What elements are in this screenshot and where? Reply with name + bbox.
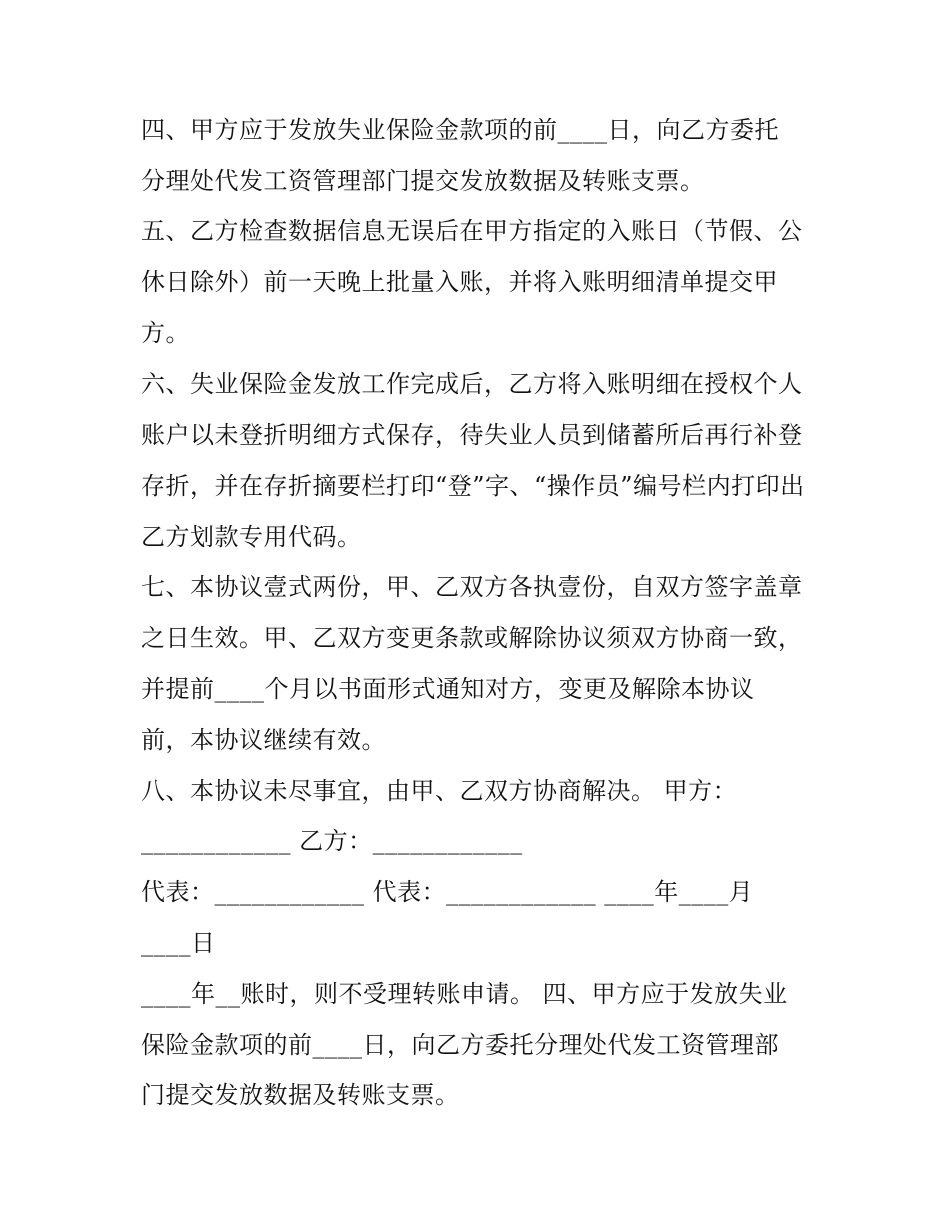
text-line: 门提交发放数据及转账支票。	[141, 1081, 460, 1109]
text-line: 七、本协议壹式两份，甲、乙双方各执壹份，自双方签字盖章	[141, 573, 803, 601]
text-line: 前，本协议继续有效。	[141, 726, 386, 754]
signature-line: ____________ 乙方：____________	[141, 827, 523, 855]
date-line: ____日	[141, 929, 216, 957]
representative-date-line: 代表：____________ 代表：____________ ____年____月	[141, 878, 754, 906]
text-line: 方。	[141, 319, 190, 347]
text-line: 八、本协议未尽事宜，由甲、乙双方协商解决。 甲方：	[141, 777, 738, 805]
text-line: 并提前____个月以书面形式通知对方，变更及解除本协议	[141, 675, 755, 703]
text-line: 休日除外）前一天晚上批量入账，并将入账明细清单提交甲	[141, 268, 778, 296]
text-line: 五、乙方检查数据信息无误后在甲方指定的入账日（节假、公	[141, 217, 803, 245]
text-line: 四、甲方应于发放失业保险金款项的前____日，向乙方委托	[141, 116, 779, 144]
text-line: ____年__账时，则不受理转账申请。 四、甲方应于发放失业	[141, 980, 788, 1008]
text-line: 六、失业保险金发放工作完成后，乙方将入账明细在授权个人	[141, 370, 803, 398]
text-line: 存折，并在存折摘要栏打印“登”字、“操作员”编号栏内打印出	[141, 472, 805, 500]
text-line: 保险金款项的前____日，向乙方委托分理处代发工资管理部	[141, 1031, 779, 1059]
text-line: 之日生效。甲、乙双方变更条款或解除协议须双方协商一致，	[141, 624, 803, 652]
text-line: 分理处代发工资管理部门提交发放数据及转账支票。	[141, 167, 705, 195]
text-line: 账户以未登折明细方式保存，待失业人员到储蓄所后再行补登	[141, 421, 803, 449]
text-line: 乙方划款专用代码。	[141, 523, 362, 551]
